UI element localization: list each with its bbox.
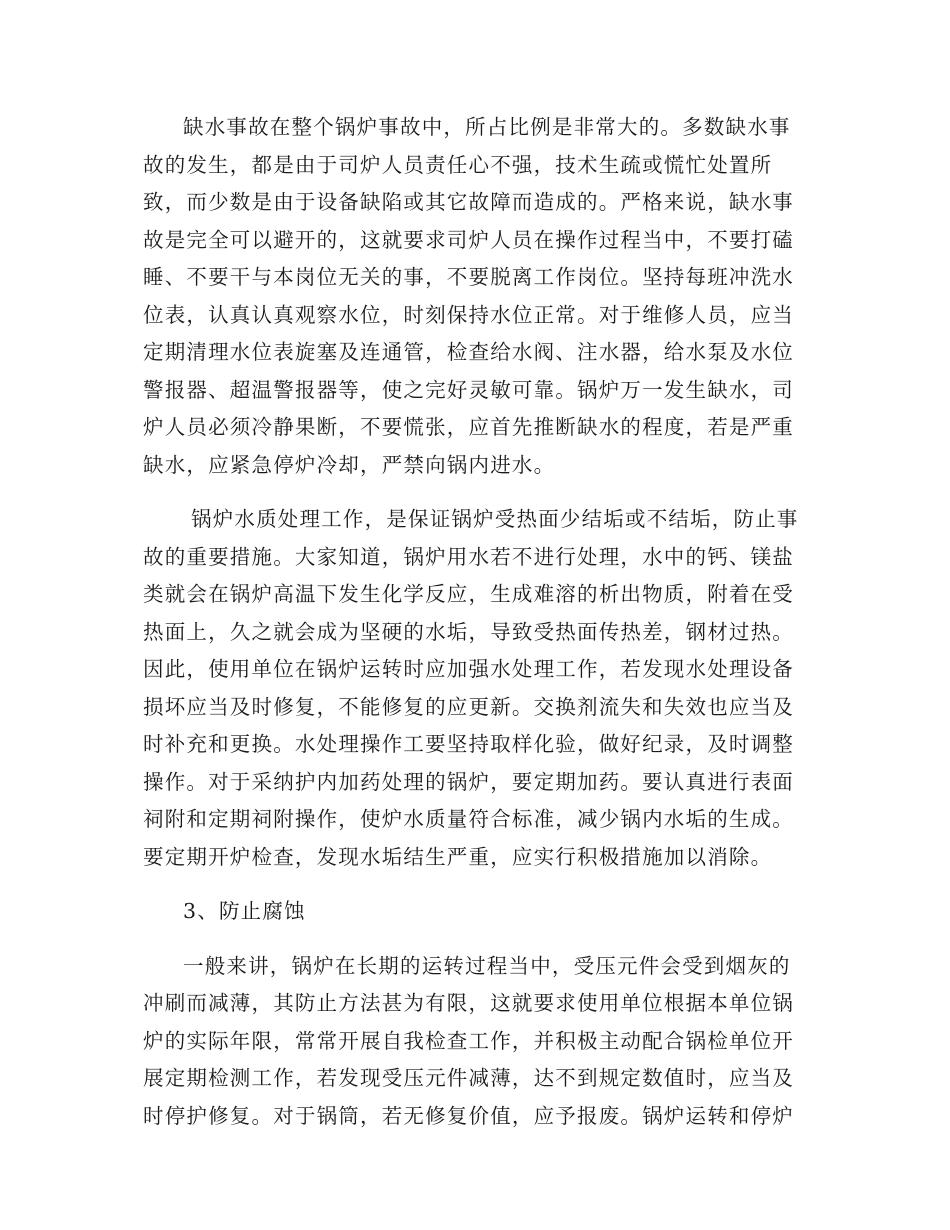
paragraph-water-treatment bbox=[143, 501, 807, 876]
text-line: 损坏应当及时修复，不能修复的应更新。交换剂流失和失效也应当及 bbox=[143, 694, 794, 719]
text-line: 定期清理水位表旋塞及连通管，检查给水阀、注水器，给水泵及水位 bbox=[143, 340, 794, 364]
paragraph-corrosion bbox=[143, 948, 807, 1136]
text-line: 时补充和更换。水处理操作工要坚持取样化验，做好纪录，及时调整 bbox=[143, 732, 794, 756]
text-line: 一般来讲，锅炉在长期的运转过程当中，受压元件会受到烟灰的 bbox=[183, 953, 791, 978]
text-line: 位表，认真认真观察水位，时刻保持水位正常。对于维修人员，应当 bbox=[143, 302, 794, 327]
document-page bbox=[143, 109, 807, 1135]
text-line: 致，而少数是由于设备缺陷或其它故障而造成的。严格来说，缺水事 bbox=[143, 190, 794, 214]
section-heading-corrosion bbox=[143, 893, 807, 931]
text-line: 故是完全可以避开的，这就要求司炉人员在操作过程当中，不要打磕 bbox=[143, 227, 794, 252]
paragraph-water-shortage bbox=[143, 109, 807, 484]
text-line: 缺水，应紧急停炉冷却，严禁向锅内进水。 bbox=[143, 452, 556, 477]
heading-line: 3、防止腐蚀 bbox=[183, 899, 306, 923]
text-line: 睡、不要干与本岗位无关的事，不要脱离工作岗位。坚持每班冲洗水 bbox=[143, 265, 794, 289]
text-line: 热面上，久之就会成为坚硬的水垢，导致受热面传热差，钢材过热。 bbox=[143, 619, 794, 644]
text-line: 锅炉水质处理工作，是保证锅炉受热面少结垢或不结垢，防止事 bbox=[191, 507, 799, 531]
text-line: 要定期开炉检查，发现水垢结生严重，应实行积极措施加以消除。 bbox=[143, 844, 773, 869]
text-line: 展定期检测工作，若发现受压元件减薄，达不到规定数值时，应当及 bbox=[143, 1066, 794, 1090]
text-line: 类就会在锅炉高温下发生化学反应，生成难溶的析出物质，附着在受 bbox=[143, 582, 794, 606]
text-line: 操作。对于采纳护内加药处理的锅炉，要定期加药。要认真进行表面 bbox=[143, 769, 794, 794]
text-line: 因此，使用单位在锅炉运转时应加强水处理工作，若发现水处理设备 bbox=[143, 657, 794, 681]
text-line: 炉人员必须冷静果断，不要慌张，应首先推断缺水的程度，若是严重 bbox=[143, 415, 794, 439]
text-line: 故的重要措施。大家知道，锅炉用水若不进行处理，水中的钙、镁盐 bbox=[143, 544, 794, 569]
text-line: 故的发生，都是由于司炉人员责任心不强，技术生疏或慌忙处置所 bbox=[143, 152, 773, 177]
text-line: 祠附和定期祠附操作，使炉水质量符合标准，减少锅内水垢的生成。 bbox=[143, 807, 794, 831]
text-line: 缺水事故在整个锅炉事故中，所占比例是非常大的。多数缺水事 bbox=[183, 115, 791, 139]
text-line: 冲刷而减薄，其防止方法甚为有限，这就要求使用单位根据本单位锅 bbox=[143, 991, 794, 1015]
text-line: 时停护修复。对于锅筒，若无修复价值，应予报废。锅炉运转和停炉 bbox=[143, 1103, 794, 1128]
text-line: 炉的实际年限，常常开展自我检查工作，并积极主动配合锅检单位开 bbox=[143, 1028, 794, 1053]
text-line: 警报器、超温警报器等，使之完好灵敏可靠。锅炉万一发生缺水，司 bbox=[143, 377, 794, 402]
